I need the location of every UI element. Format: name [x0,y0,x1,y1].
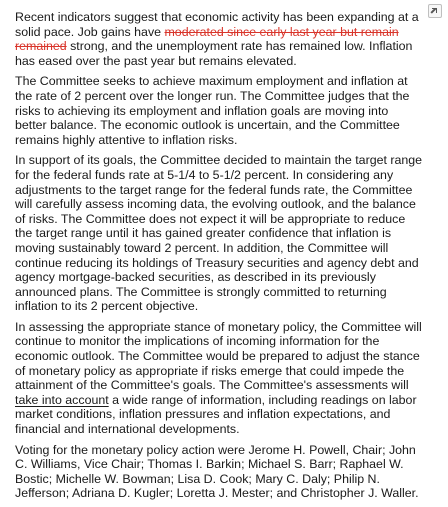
statement-document [15,10,423,507]
paragraph-voting: Voting for the monetary policy action were Jerome H. Powell, Chair; John C. Williams, Vice Chair; Thomas I. Barkin; Michael S. Barr; Raphael W. Bostic; Michelle W. Bowman; Lisa D. Cook; Mary C. Daly; Philip N. Jefferson; Adriana D. Kugler; Loretta J. Mester; and Christopher J. Waller. [15,442,419,501]
expand-icon[interactable] [428,4,442,18]
paragraph-text: Recent indicators suggest that economic activity has been expanding at a solid pace. Job gains have [15,10,419,39]
paragraph-text: a wide range of information, including readings on labor market conditions, inflation pressures and inflation expectations, and financial and international developments. [15,392,417,437]
paragraph-committee-goals: The Committee seeks to achieve maximum employment and inflation at the rate of 2 percent over the longer run. The Committee judges that the risks to achieving its employment and inflation goals are moving into better balance. The economic outlook is uncertain, and the Committee remains highly attentive to inflation risks. [15,74,410,147]
deleted-text: moderated since early last year but remain remained [15,24,399,54]
paragraph-text: In assessing the appropriate stance of monetary policy, the Committee will continue to monitor the implications of incoming information for the economic outlook. The Committee would be prepared to adjust the stance of monetary policy as appropriate if risks emerge that could impede the attainment of the Committee's goals. The Committee's assessments will [15,319,422,393]
paragraph-policy-stance [15,320,423,437]
paragraph-target-range: In support of its goals, the Committee decided to maintain the target range for the federal funds rate at 5-1/4 to 5-1/2 percent. In considering any adjustments to the target range for the federal funds rate, the Committee will carefully assess incoming data, the evolving outlook, and the balance of risks. The Committee does not expect it will be appropriate to reduce the target range until it has gained greater confidence that inflation is moving sustainably toward 2 percent. In addition, the Committee will continue reducing its holdings of Treasury securities and agency debt and agency mortgage-backed securities, as described in its previously announced plans. The Committee is strongly committed to returning inflation to its 2 percent objective. [15,153,423,314]
paragraph-economic-activity [15,10,423,68]
inserted-text: take into account [15,392,109,407]
paragraph-text: strong, and the unemployment rate has remained low. Inflation has eased over the past year but remains elevated. [15,39,413,68]
